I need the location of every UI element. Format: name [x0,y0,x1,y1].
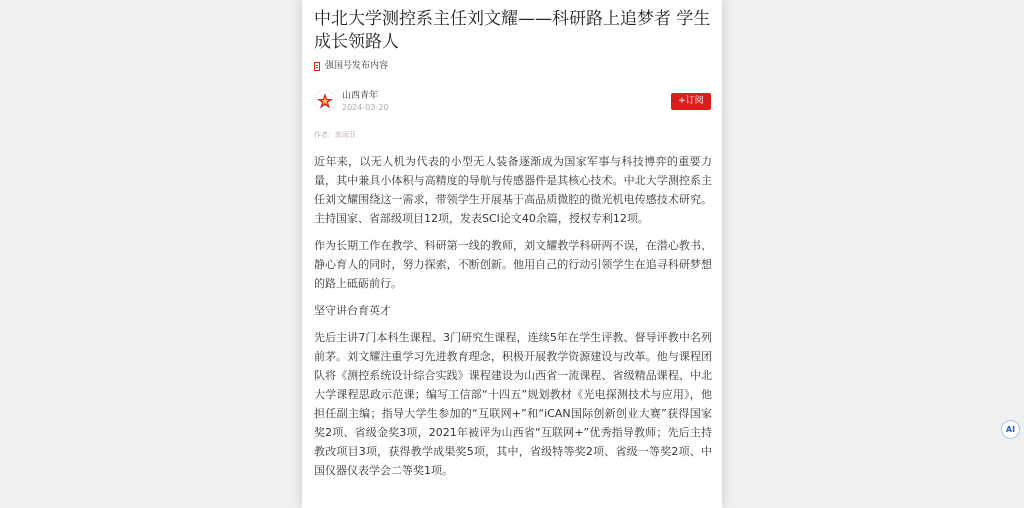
red-star-emblem-icon [315,91,335,111]
byline [314,130,356,140]
source-name[interactable]: 山西青年 [342,91,379,101]
author-name: 郭雨菲 [335,131,356,139]
subscribe-button[interactable]: +订阅 [671,93,711,110]
publish-note [314,59,388,73]
document-icon [314,62,320,71]
paragraph: 先后主讲7门本科生课程、3门研究生课程，连续5年在学生评教、督导评教中名列前茅。刘文耀注重学习先进教育理念，积极开展教学资源建设与改革。他与课程团队将《测控系统设计综合实践》课程建设为山西省一流课程、省级精品课程、中北大学课程思政示范课；编写工信部“十四五”规划教材《光电探测技术与应用》，他担任副主编；指导大学生参加的“互联网+”和“iCAN国际创新创业大赛”获得国家奖2项、省级金奖3项，2021年被评为山西省“互联网+”优秀指导教师；先后主持教改项目3项，获得教学成果奖5项，其中，省级特等奖2项、省级一等奖2项、中国仪器仪表学会二等奖1项。 [314,331,712,477]
byline-prefix: 作者： [314,131,335,139]
paragraph: 作为长期工作在教学、科研第一线的教师，刘文耀教学科研两不误，在潜心教书、静心育人的同时，努力探索，不断创新。他用自己的行动引领学生在追寻科研梦想的路上砥砺前行。 [314,239,712,290]
paragraph: 近年来，以无人机为代表的小型无人装备逐渐成为国家军事与科技博弈的重要力量，其中兼具小体积与高精度的导航与传感器件是其核心技术。中北大学测控系主任刘文耀围绕这一需求，带领学生开展基于高品质微腔的微光机电传感技术研究。主持国家、省部级项目12项，发表SCI论文40余篇，授权专利12项。 [314,155,712,225]
source-row [314,90,711,114]
ai-assistant-button[interactable] [1001,420,1020,439]
article-card [302,0,722,508]
publish-note-text: 强国号发布内容 [325,61,389,71]
avatar[interactable] [314,90,336,112]
ai-label: AI [1005,424,1016,434]
article-body [314,152,712,488]
article-title: 中北大学测控系主任刘文耀——科研路上追梦者 学生成长领路人 [314,9,711,52]
section-heading: 坚守讲台育英才 [314,304,391,317]
publish-date: 2024-03-20 [342,103,389,112]
